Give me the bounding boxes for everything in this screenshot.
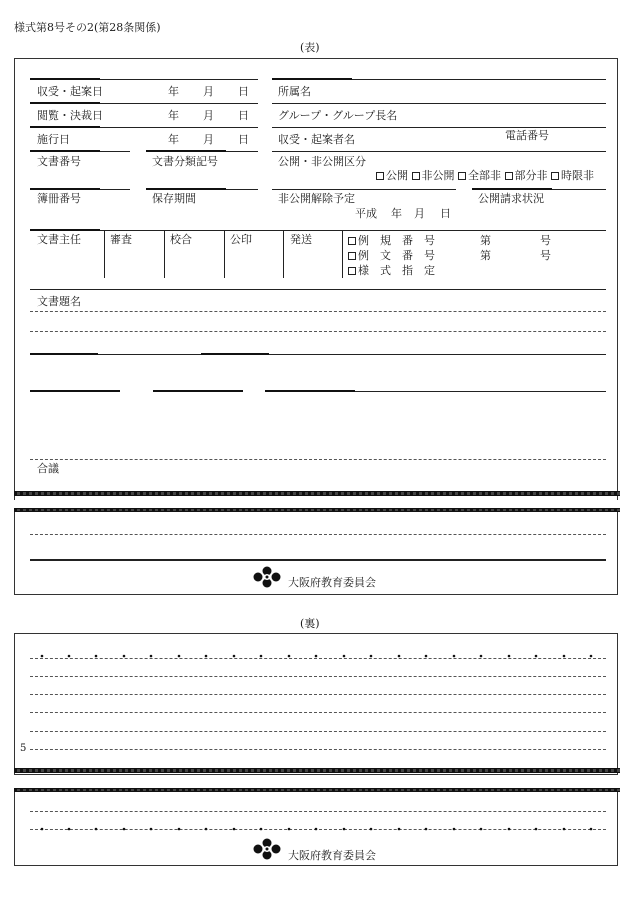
retention-period-label: 保存期間 (152, 192, 196, 205)
subject-label: 文書題名 (37, 295, 81, 308)
regulation-number-check (348, 235, 435, 246)
check-label: 例 文 番 号 (358, 249, 435, 262)
review-label: 審査 (110, 233, 132, 246)
subject-line[interactable] (30, 311, 606, 312)
option-label: 非公開 (421, 169, 455, 182)
option-label: 全部非 (468, 169, 501, 182)
back-line[interactable] (30, 749, 606, 750)
day-label: 日 (238, 85, 249, 98)
year-label: 年 (168, 109, 179, 122)
front-label: (表) (300, 41, 320, 54)
front-form-box (14, 58, 618, 500)
disclosure-label: 公開・非公開区分 (278, 155, 366, 168)
go-label: 号 (540, 234, 551, 247)
option-label: 時限非 (561, 169, 594, 182)
back-label: (裏) (300, 617, 320, 630)
group-label: グループ・グループ長名 (278, 109, 398, 122)
proofread-label: 校合 (170, 233, 192, 246)
checkbox-template[interactable] (348, 252, 356, 260)
board-emblem-icon (252, 838, 282, 860)
enforced-date-label: 施行日 (37, 133, 70, 146)
check-label: 例 規 番 号 (358, 234, 435, 247)
back-line[interactable] (30, 676, 606, 677)
official-seal-label: 公印 (230, 233, 252, 246)
approved-date-label: 閲覧・決裁日 (37, 109, 103, 122)
back-line[interactable] (30, 712, 606, 713)
check-label: 様 式 指 定 (358, 264, 435, 277)
document-chief-label: 文書主任 (37, 233, 81, 246)
day-label: 日 (238, 109, 249, 122)
board-name: 大阪府教育委員会 (288, 576, 376, 589)
received-date-label: 収受・起案日 (37, 85, 103, 98)
drafter-label: 収受・起案者名 (278, 133, 355, 146)
go-label: 号 (540, 249, 551, 262)
disclosure-options (376, 170, 594, 181)
format-designation-check (348, 265, 435, 276)
release-era-label: 平成 (355, 207, 377, 220)
back-line[interactable] (30, 731, 606, 732)
month-label: 月 (203, 85, 214, 98)
form-title: 様式第8号その2(第28条関係) (14, 21, 161, 34)
checkbox-nonpublic[interactable] (412, 172, 420, 180)
consultation-label: 合議 (37, 462, 59, 475)
template-number-check (348, 250, 435, 261)
document-number-label: 文書番号 (37, 155, 81, 168)
subject-line[interactable] (30, 331, 606, 332)
checkbox-partial-nondisclosure[interactable] (505, 172, 513, 180)
month-label: 月 (203, 133, 214, 146)
board-name: 大阪府教育委員会 (288, 849, 376, 862)
dot-markers (30, 653, 606, 659)
year-label: 年 (168, 133, 179, 146)
classification-label: 文書分類記号 (152, 155, 218, 168)
year-label: 年 (391, 207, 402, 220)
phone-label: 電話番号 (505, 129, 549, 142)
line-number: 5 (20, 743, 27, 754)
cut-line (14, 491, 620, 496)
month-label: 月 (203, 109, 214, 122)
board-emblem-icon (252, 566, 282, 588)
day-label: 日 (238, 133, 249, 146)
affiliation-label: 所属名 (278, 85, 311, 98)
dispatch-label: 発送 (290, 233, 312, 246)
checkbox-format[interactable] (348, 267, 356, 275)
year-label: 年 (168, 85, 179, 98)
option-label: 部分非 (514, 169, 548, 182)
dai-label: 第 (480, 249, 491, 262)
day-label: 日 (440, 207, 451, 220)
checkbox-full-nondisclosure[interactable] (458, 172, 466, 180)
option-label: 公開 (386, 169, 408, 182)
cut-line (14, 768, 620, 773)
release-schedule-label: 非公開解除予定 (278, 192, 355, 205)
disclosure-request-label: 公開請求状況 (478, 192, 544, 205)
dot-markers (30, 826, 606, 832)
dai-label: 第 (480, 234, 491, 247)
checkbox-public[interactable] (376, 172, 384, 180)
checkbox-time-limited[interactable] (551, 172, 559, 180)
back-line[interactable] (30, 694, 606, 695)
register-number-label: 簿冊番号 (37, 192, 81, 205)
month-label: 月 (414, 207, 425, 220)
checkbox-regulation[interactable] (348, 237, 356, 245)
